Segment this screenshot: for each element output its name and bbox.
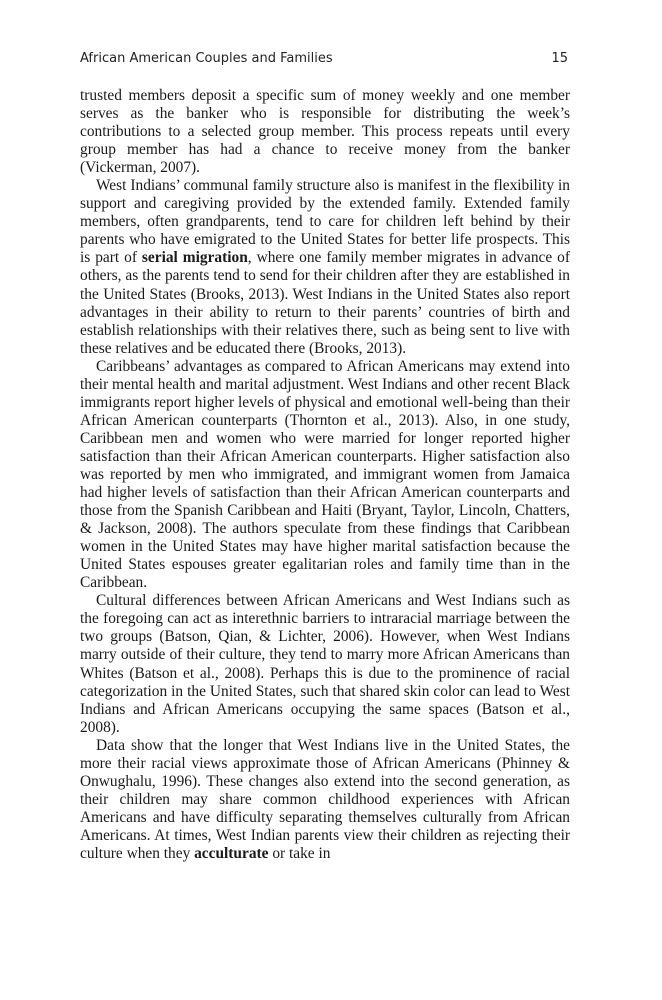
running-title: African American Couples and Families [80, 51, 333, 66]
paragraph-mental-health [80, 358, 570, 593]
paragraph-text: Cultural differences between African Americans and West Indians such as the foregoing can act as interethnic barriers to intraracial marriage between the two groups (Batson, Qian, & Lichter, 2006). However, when West Indians marry outside of their culture, they tend to marry more African Americans than Whites (Batson et al., 2008). Perhaps this is due to the prominence of racial categorization in the United States, such that shared skin color can lead to West Indians and African Americans occupying the same spaces (Batson et al., 2008). [80, 592, 570, 736]
paragraph-text: Caribbeans’ advantages as compared to African Americans may extend into their mental health and marital adjustment. West Indians and other recent Black immigrants report higher levels of physical and emotional well-being than their African American counterparts (Thornton et al., 2013). Also, in one study, Caribbean men and women who were married for longer reported higher satisfaction than their African American counterparts. Higher satisfaction also was reported by men who immigrated, and immigrant women from Jamaica had higher levels of satisfaction than their African American counterparts and those from the Spanish Caribbean and Haiti (Bryant, Taylor, Lincoln, Chatters, & Jackson, 2008). The authors speculate from these findings that Caribbean women in the United States may have higher marital satisfaction because the United States espouses greater egalitarian roles and family time than in the Caribbean. [80, 357, 570, 592]
page-number: 15 [551, 51, 568, 66]
paragraph-extended-family [80, 177, 570, 357]
key-term-serial-migration: serial migration [141, 249, 248, 267]
paragraph-racial-views [80, 737, 570, 863]
paragraph-text: trusted members deposit a specific sum of money weekly and one member serves as the banker who is responsible for distributing the week’s contributions to a selected group member. This process repeats until every group member has had a chance to receive money from the banker (Vickerman, 2007). [80, 87, 570, 177]
running-header [80, 51, 576, 71]
paragraph-rotating-credit [80, 87, 570, 177]
paragraph-text: Data show that the longer that West Indians live in the United States, the more their racial views approximate those of African Americans (Phinney & Onwughalu, 1996). These changes also extend into the second generation, as their children may share common childhood experiences with African Americans and have difficulty separating themselves culturally from African Americans. At times, West Indian parents view their children as rejecting their culture when they [80, 736, 570, 862]
paragraph-text: West Indians’ communal family structure also is manifest in the flexibility in support and caregiving provided by the extended family. Extended family members, often grandparents, tend to care for children left behind by their parents who have emigrated to the United States for better life prospects. This is part of [80, 177, 570, 267]
paragraph-text: , where one family member migrates in advance of others, as the parents tend to send for their children after they are established in the United States (Brooks, 2013). West Indians in the United States also report advantages in their ability to return to their parents’ countries of birth and establish relationships with their relatives there, such as being sent to live with these relatives and be educated there (Brooks, 2013). [80, 249, 570, 357]
key-term-acculturate: acculturate [194, 844, 269, 862]
paragraph-cultural-differences [80, 592, 570, 736]
paragraph-text: or take in [268, 844, 331, 862]
body-text [80, 87, 570, 863]
